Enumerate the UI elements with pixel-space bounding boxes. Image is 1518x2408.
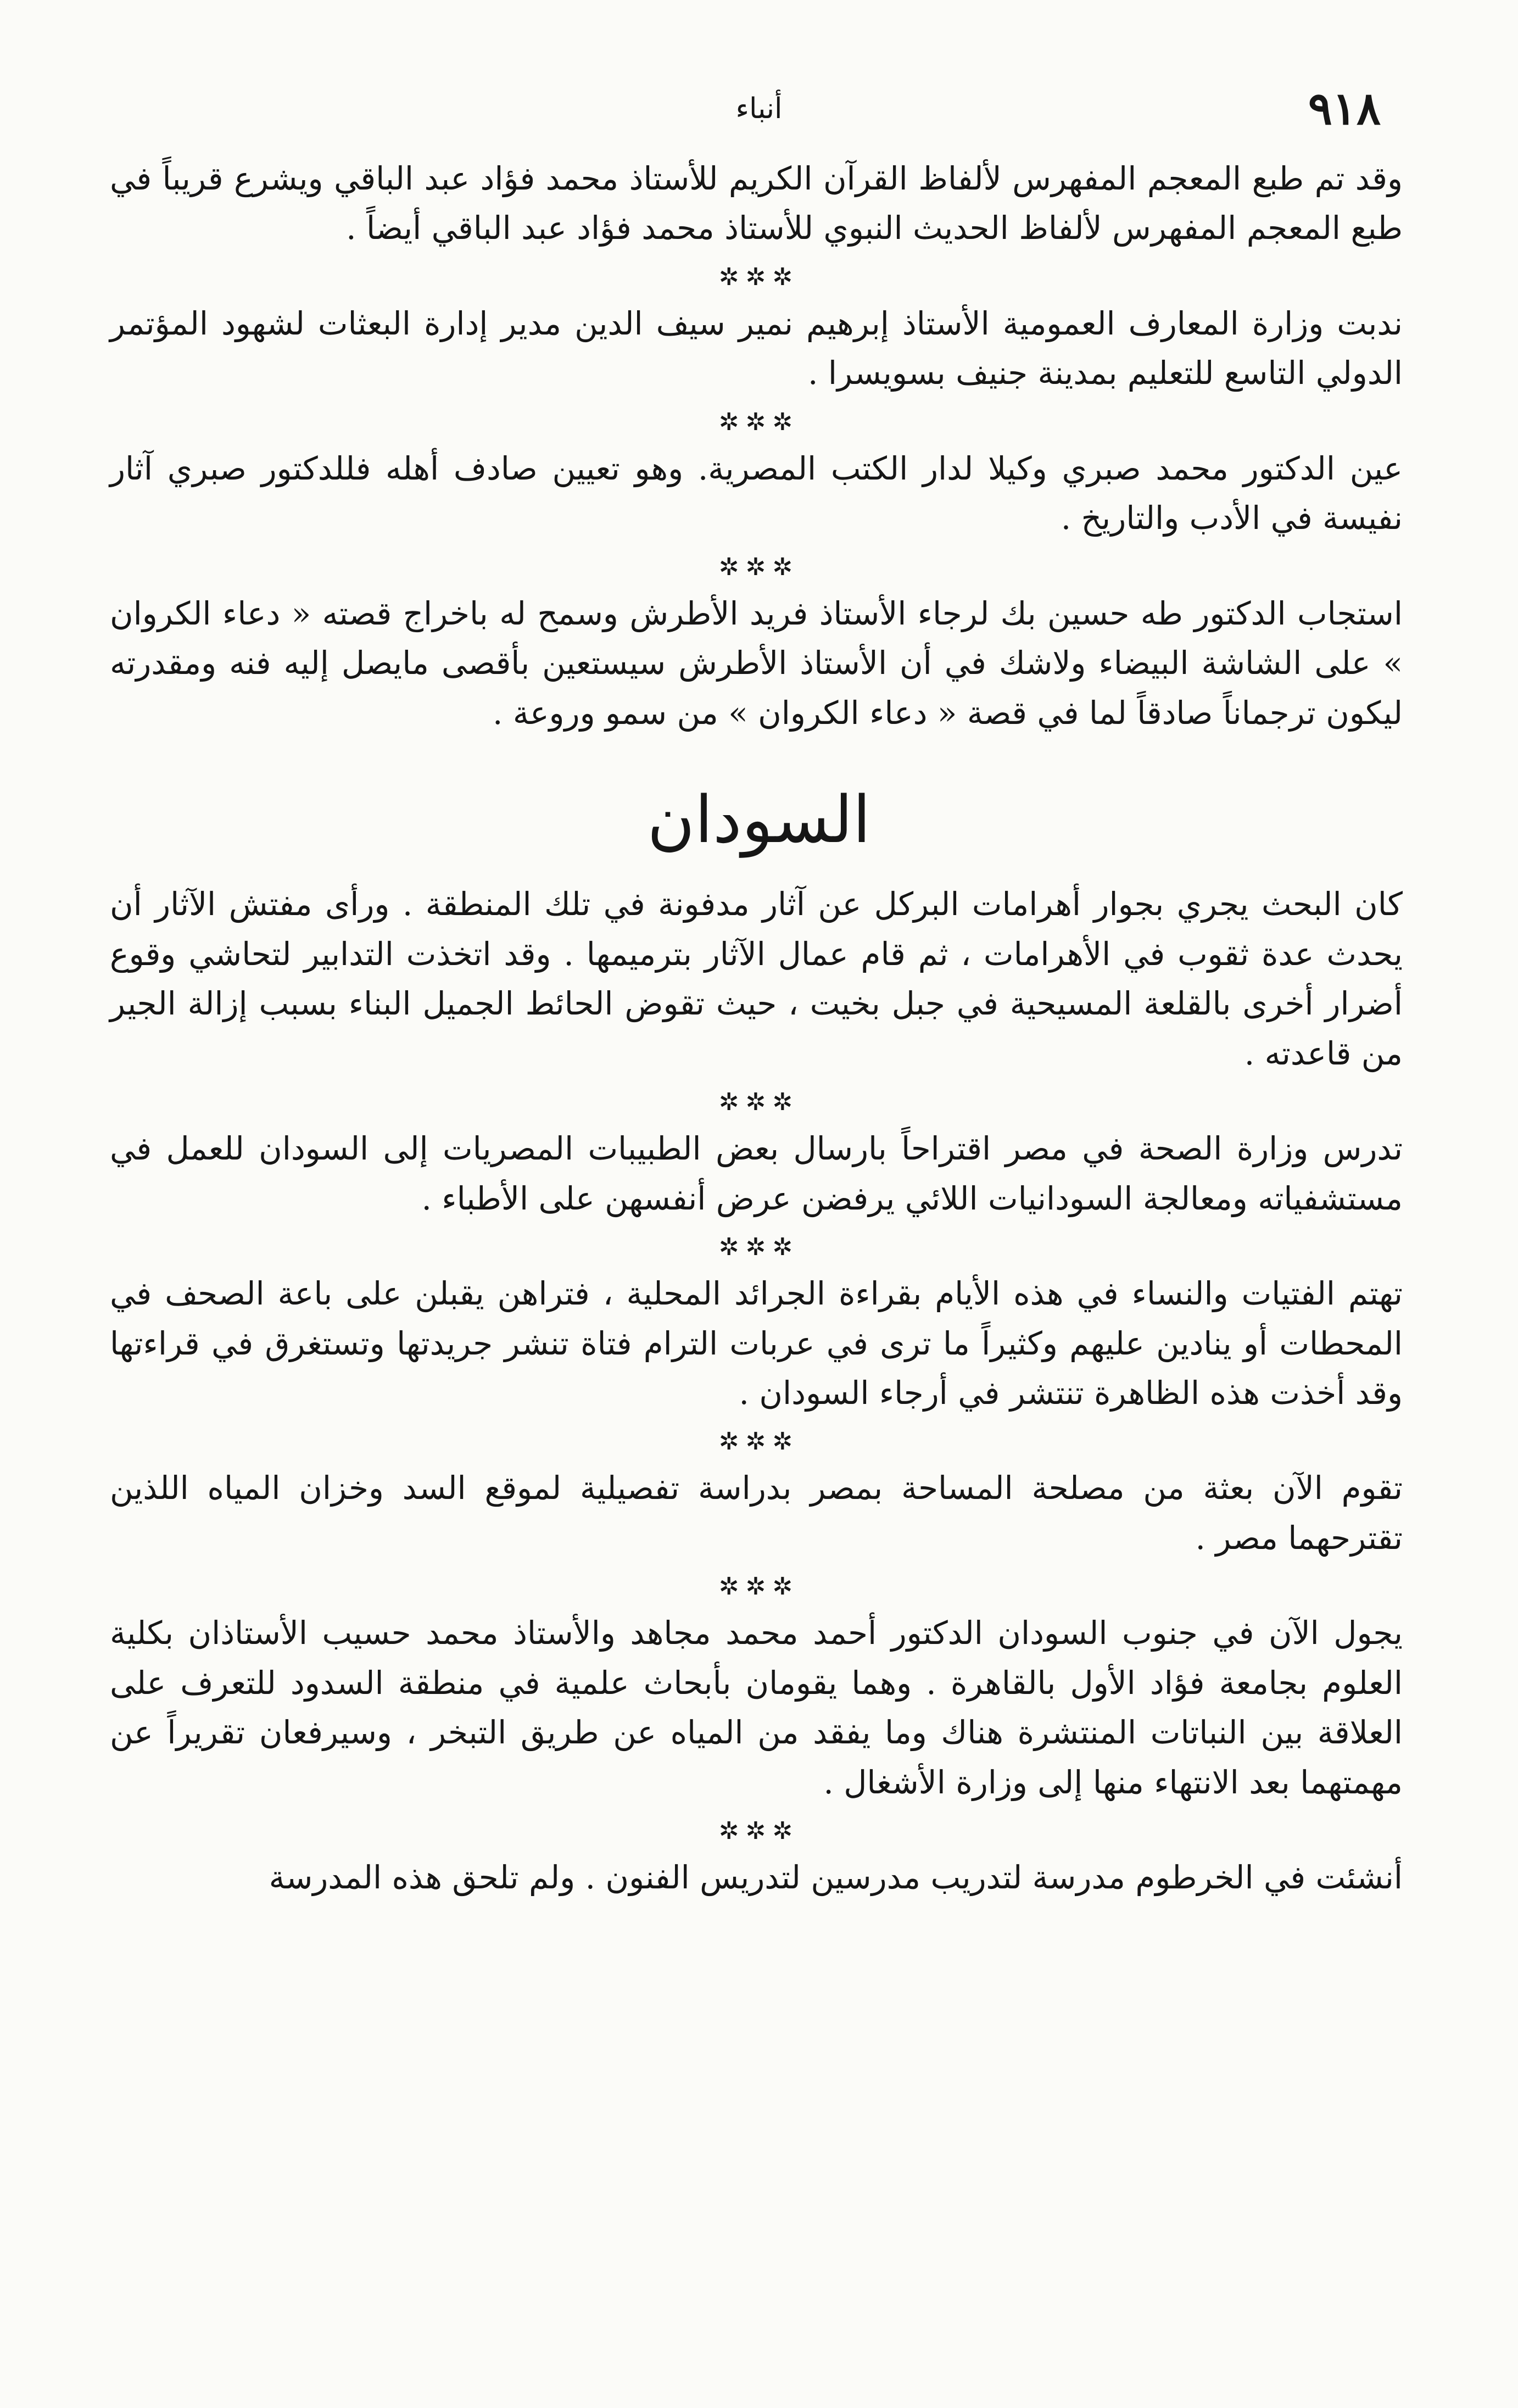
news-paragraph: استجاب الدكتور طه حسين بك لرجاء الأستاذ فريد الأطرش وسمح له باخراج قصته « دعاء الكروان » على الشاشة البيضاء ولاشك في أن الأستاذ الأطرش سيستعين بأقصى مايصل إليه فنه ومقدرته ليكون ترجماناً صادقاً لما في قصة « دعاء الكروان » من سمو وروعة .: [110, 594, 1403, 732]
separator-stars: ✲✲✲: [718, 1428, 800, 1456]
news-paragraph: وقد تم طبع المعجم المفهرس لألفاظ القرآن الكريم للأستاذ محمد فؤاد عبد الباقي ويشرع قريباً في طبع المعجم المفهرس لألفاظ الحديث النبوي للأستاذ محمد فؤاد عبد الباقي أيضاً .: [110, 160, 1403, 247]
separator-stars: ✲✲✲: [718, 408, 800, 436]
separator-stars: ✲✲✲: [718, 1573, 800, 1601]
running-title: أنباء: [735, 92, 783, 125]
separator-stars: ✲✲✲: [718, 1817, 800, 1846]
news-paragraph: تقوم الآن بعثة من مصلحة المساحة بمصر بدراسة تفصيلية لموقع السد وخزان المياه اللذين تقترحهما مصر .: [110, 1469, 1403, 1557]
separator-stars: ✲✲✲: [718, 263, 800, 291]
news-paragraph: ندبت وزارة المعارف العمومية الأستاذ إبرهيم نمير سيف الدين مدير إدارة البعثات لشهود المؤتمر الدولي التاسع للتعليم بمدينة جنيف بسويسرا .: [110, 304, 1403, 392]
news-paragraph: تهتم الفتيات والنساء في هذه الأيام بقراءة الجرائد المحلية ، فتراهن يقبلن على باعة الصحف في المحطات أو ينادين عليهم وكثيراً ما ترى في عربات الترام فتاة تنشر جريدتها وتستغرق في قراءتها وقد أخذت هذه الظاهرة تنتشر في أرجاء السودان .: [110, 1275, 1403, 1412]
news-paragraph: كان البحث يجري بجوار أهرامات البركل عن آثار مدفونة في تلك المنطقة . ورأى مفتش الآثار أن يحدث عدة ثقوب في الأهرامات ، ثم قام عمال الآثار بترميمها . وقد اتخذت التدابير لتحاشي وقوع أضرار أخرى بالقلعة المسيحية في جبل بخيت ، حيث تقوض الحائط الجميل البناء بسبب إزالة الجير من قاعدته .: [110, 885, 1403, 1072]
page-number: ٩١٨: [1308, 82, 1381, 135]
separator-stars: ✲✲✲: [718, 553, 800, 581]
section-title-sudan: السودان: [647, 782, 871, 858]
news-paragraph: يجول الآن في جنوب السودان الدكتور أحمد محمد مجاهد والأستاذ محمد حسيب الأستاذان بكلية العلوم بجامعة فؤاد الأول بالقاهرة . وهما يقومان بأبحاث علمية في منطقة السدود للتعرف على العلاقة بين النباتات المنتشرة هناك وما يفقد من المياه عن طريق التبخر ، وسيرفعان تقريراً عن مهمتهما بعد الانتهاء منها إلى وزارة الأشغال .: [110, 1614, 1403, 1801]
separator-stars: ✲✲✲: [718, 1088, 800, 1117]
page-header: [104, 66, 1414, 154]
news-paragraph: عين الدكتور محمد صبري وكيلا لدار الكتب المصرية. وهو تعيين صادف أهله فللدكتور صبري آثار نفيسة في الأدب والتاريخ .: [110, 449, 1403, 537]
news-paragraph: أنشئت في الخرطوم مدرسة لتدريب مدرسين لتدريس الفنون . ولم تلحق هذه المدرسة: [269, 1859, 1403, 1897]
news-paragraph: تدرس وزارة الصحة في مصر اقتراحاً بارسال بعض الطبيبات المصريات إلى السودان للعمل في مستشفياته ومعالجة السودانيات اللائي يرفضن عرض أنفسهن على الأطباء .: [110, 1130, 1403, 1217]
separator-stars: ✲✲✲: [718, 1233, 800, 1262]
